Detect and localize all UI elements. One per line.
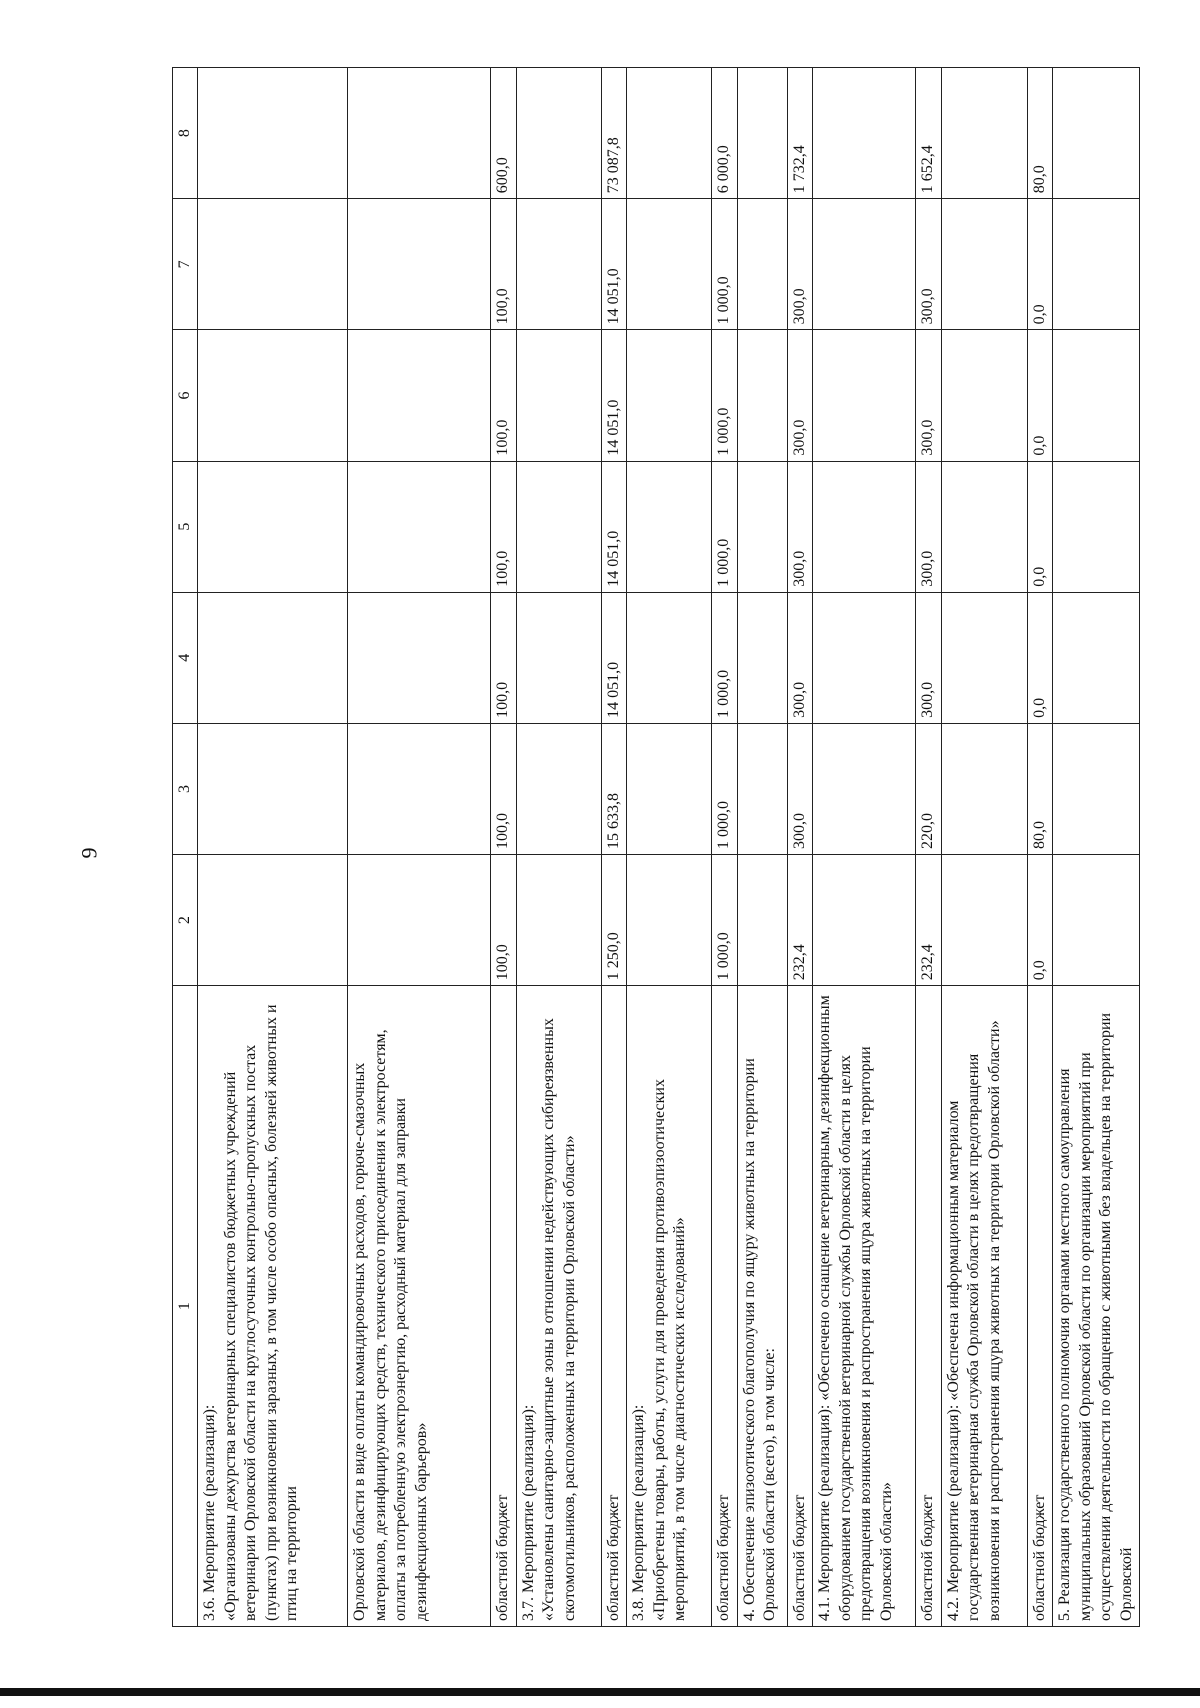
amount-cell: 1 000,0: [712, 330, 737, 461]
budget-row: [601, 68, 626, 1627]
column-header: 3: [173, 723, 198, 854]
budget-row: [787, 68, 812, 1627]
empty-cell: [1053, 68, 1140, 199]
amount-cell: 0,0: [1027, 855, 1052, 986]
empty-cell: [813, 68, 916, 199]
empty-cell: [941, 592, 1027, 723]
activity-row: [1053, 68, 1140, 1627]
empty-cell: [941, 330, 1027, 461]
amount-cell: 1 732,4: [787, 68, 812, 199]
amount-cell: 14 051,0: [601, 330, 626, 461]
budget-row: [916, 68, 941, 1627]
funding-source-label: областной бюджет: [601, 986, 626, 1627]
amount-cell: 100,0: [491, 461, 516, 592]
amount-cell: 15 633,8: [601, 723, 626, 854]
column-header: 7: [173, 199, 198, 330]
amount-cell: 300,0: [787, 461, 812, 592]
amount-cell: 1 652,4: [916, 68, 941, 199]
empty-cell: [941, 461, 1027, 592]
empty-cell: [941, 68, 1027, 199]
empty-cell: [198, 592, 348, 723]
empty-cell: [813, 855, 916, 986]
column-header: 8: [173, 68, 198, 199]
page-number: 9: [76, 847, 102, 859]
amount-cell: 300,0: [787, 723, 812, 854]
amount-cell: 100,0: [491, 855, 516, 986]
amount-cell: 0,0: [1027, 330, 1052, 461]
amount-cell: 300,0: [787, 592, 812, 723]
empty-cell: [348, 855, 491, 986]
amount-cell: 14 051,0: [601, 592, 626, 723]
empty-cell: [198, 461, 348, 592]
empty-cell: [813, 461, 916, 592]
empty-cell: [813, 330, 916, 461]
empty-cell: [198, 723, 348, 854]
empty-cell: [1053, 461, 1140, 592]
empty-cell: [627, 330, 712, 461]
empty-cell: [941, 199, 1027, 330]
empty-cell: [627, 592, 712, 723]
activity-description: 3.7. Мероприятие (реализация): «Установлены санитарно-защитные зоны в отношении недействующих сибиреязвенных скотомогильников, расположенных на территории Орловской области»: [516, 986, 601, 1627]
funding-source-label: областной бюджет: [787, 986, 812, 1627]
amount-cell: 220,0: [916, 723, 941, 854]
empty-cell: [737, 330, 787, 461]
funding-source-label: областной бюджет: [712, 986, 737, 1627]
activity-row: [198, 68, 348, 1627]
column-header: 2: [173, 855, 198, 986]
empty-cell: [348, 723, 491, 854]
empty-cell: [198, 330, 348, 461]
empty-cell: [813, 199, 916, 330]
amount-cell: 300,0: [787, 330, 812, 461]
activity-row: [516, 68, 601, 1627]
empty-cell: [1053, 723, 1140, 854]
amount-cell: 600,0: [491, 68, 516, 199]
column-header: 1: [173, 986, 198, 1627]
activity-description: 4.2. Мероприятие (реализация): «Обеспечена информационным материалом государственная ветеринарная служба Орловской области в целях предотвращения возникновения и распространения ящура животных на территории Орловской области»: [941, 986, 1027, 1627]
empty-cell: [348, 461, 491, 592]
empty-cell: [348, 330, 491, 461]
empty-cell: [1053, 330, 1140, 461]
empty-cell: [516, 592, 601, 723]
header-row: [173, 68, 198, 1627]
empty-cell: [1053, 855, 1140, 986]
amount-cell: 300,0: [916, 592, 941, 723]
empty-cell: [813, 592, 916, 723]
empty-cell: [516, 330, 601, 461]
amount-cell: 73 087,8: [601, 68, 626, 199]
amount-cell: 0,0: [1027, 592, 1052, 723]
empty-cell: [737, 68, 787, 199]
activity-description: 3.8. Мероприятие (реализация): «Приобретены товары, работы, услуги для проведения противоэпизоотических мероприятий, в том числе диагностических исследований»: [627, 986, 712, 1627]
activity-row: [627, 68, 712, 1627]
amount-cell: 1 000,0: [712, 199, 737, 330]
empty-cell: [516, 723, 601, 854]
empty-cell: [198, 199, 348, 330]
budget-table: [172, 67, 1140, 1627]
activity-description: 4. Обеспечение эпизоотического благополучия по ящуру животных на территории Орловской области (всего), в том числе:: [737, 986, 787, 1627]
empty-cell: [1053, 199, 1140, 330]
amount-cell: 100,0: [491, 592, 516, 723]
column-header: 6: [173, 330, 198, 461]
empty-cell: [737, 592, 787, 723]
empty-cell: [813, 723, 916, 854]
funding-source-label: областной бюджет: [491, 986, 516, 1627]
amount-cell: 1 000,0: [712, 592, 737, 723]
empty-cell: [941, 723, 1027, 854]
amount-cell: 14 051,0: [601, 199, 626, 330]
budget-row: [1027, 68, 1052, 1627]
empty-cell: [516, 461, 601, 592]
amount-cell: 1 000,0: [712, 461, 737, 592]
funding-source-label: областной бюджет: [1027, 986, 1052, 1627]
amount-cell: 300,0: [916, 199, 941, 330]
empty-cell: [516, 855, 601, 986]
column-header: 5: [173, 461, 198, 592]
activity-row: [941, 68, 1027, 1627]
empty-cell: [1053, 592, 1140, 723]
column-header: 4: [173, 592, 198, 723]
amount-cell: 80,0: [1027, 68, 1052, 199]
scan-edge-bar: [0, 1688, 1200, 1696]
activity-row: [348, 68, 491, 1627]
amount-cell: 14 051,0: [601, 461, 626, 592]
activity-description: 5. Реализация государственного полномочия органами местного самоуправления муниципальных образований Орловской области по организации мероприятий при осуществлении деятельности по обращению с животными без владельцев на территории Орловской: [1053, 986, 1140, 1627]
empty-cell: [627, 199, 712, 330]
empty-cell: [627, 723, 712, 854]
amount-cell: 300,0: [916, 461, 941, 592]
amount-cell: 80,0: [1027, 723, 1052, 854]
empty-cell: [737, 723, 787, 854]
rotated-table-container: [172, 67, 1135, 1627]
empty-cell: [348, 68, 491, 199]
amount-cell: 300,0: [916, 330, 941, 461]
activity-row: [813, 68, 916, 1627]
empty-cell: [348, 199, 491, 330]
empty-cell: [737, 461, 787, 592]
amount-cell: 6 000,0: [712, 68, 737, 199]
amount-cell: 232,4: [787, 855, 812, 986]
empty-cell: [627, 855, 712, 986]
activity-description: 3.6. Мероприятие (реализация): «Организованы дежурства ветеринарных специалистов бюджетных учреждений ветеринарии Орловской области на круглосуточных контрольно-пропускных постах (пунктах) при возникновении заразных, в том числе особо опасных, болезней животных и птиц на территории: [198, 986, 348, 1627]
budget-row: [712, 68, 737, 1627]
empty-cell: [737, 199, 787, 330]
amount-cell: 100,0: [491, 330, 516, 461]
amount-cell: 1 250,0: [601, 855, 626, 986]
amount-cell: 1 000,0: [712, 855, 737, 986]
amount-cell: 232,4: [916, 855, 941, 986]
empty-cell: [737, 855, 787, 986]
activity-description: 4.1. Мероприятие (реализация): «Обеспечено оснащение ветеринарным, дезинфекционным оборудованием государственной ветеринарной службы Орловской области в целях предотвращения возникновения и распространения ящура животных на территории Орловской области»: [813, 986, 916, 1627]
empty-cell: [198, 855, 348, 986]
empty-cell: [516, 199, 601, 330]
empty-cell: [516, 68, 601, 199]
amount-cell: 300,0: [787, 199, 812, 330]
empty-cell: [348, 592, 491, 723]
activity-row: [737, 68, 787, 1627]
empty-cell: [627, 461, 712, 592]
amount-cell: 100,0: [491, 199, 516, 330]
empty-cell: [627, 68, 712, 199]
activity-description: Орловской области в виде оплаты командировочных расходов, горюче-смазочных материалов, дезинфицирующих средств, технического присоединения к электросетям, оплаты за потребленную электроэнергию, расходный материал для заправки дезинфекционных барьеров»: [348, 986, 491, 1627]
budget-row: [491, 68, 516, 1627]
amount-cell: 100,0: [491, 723, 516, 854]
empty-cell: [941, 855, 1027, 986]
amount-cell: 0,0: [1027, 461, 1052, 592]
empty-cell: [198, 68, 348, 199]
amount-cell: 1 000,0: [712, 723, 737, 854]
funding-source-label: областной бюджет: [916, 986, 941, 1627]
table-body: [198, 68, 1140, 1627]
amount-cell: 0,0: [1027, 199, 1052, 330]
